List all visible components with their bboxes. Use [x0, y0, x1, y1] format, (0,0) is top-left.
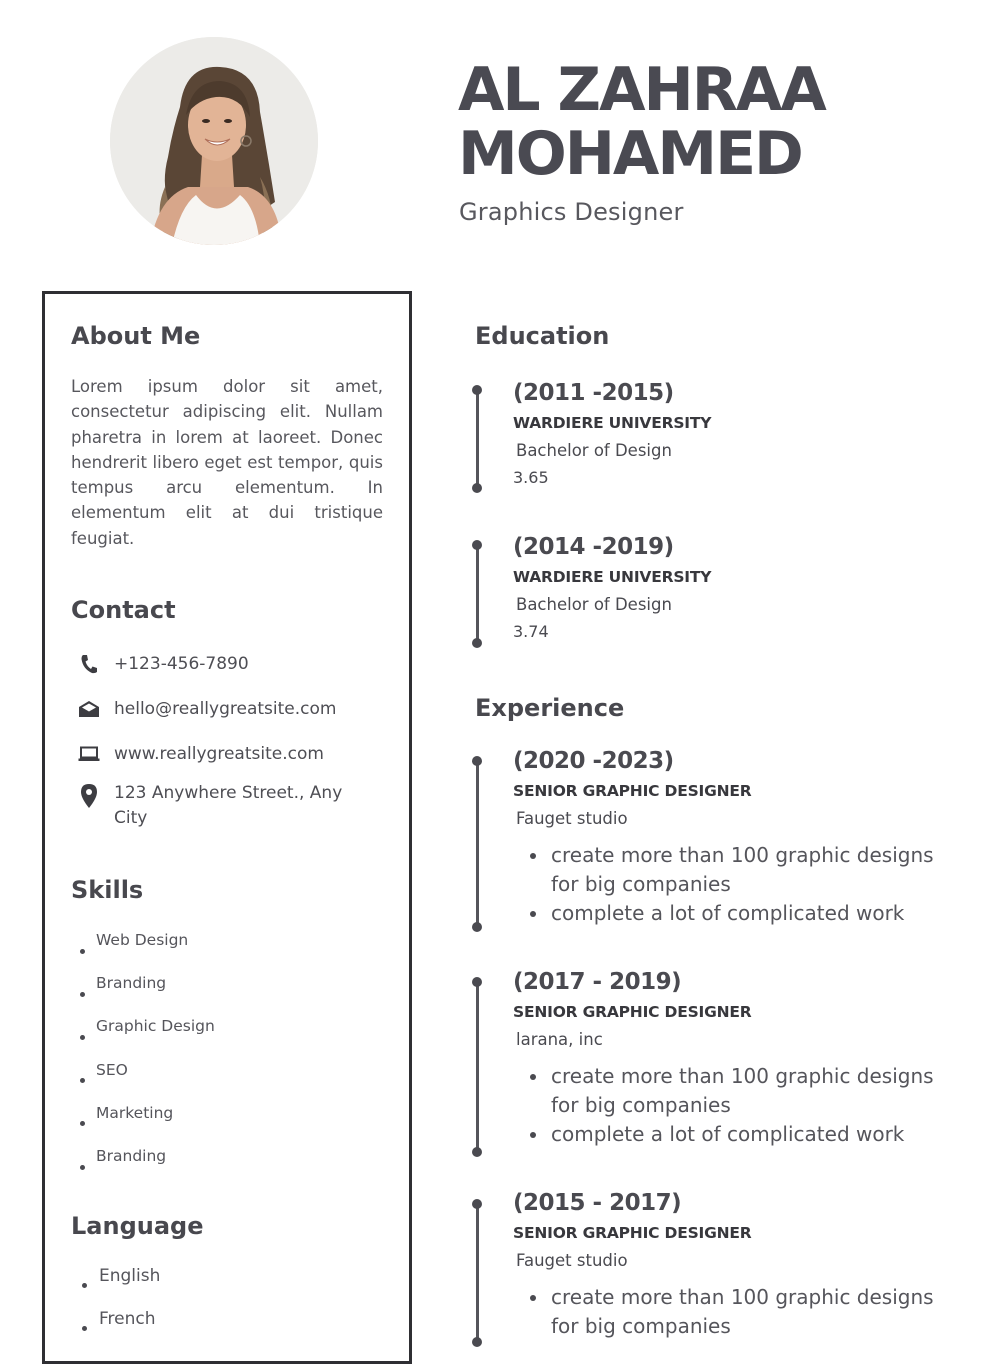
- language-list: [76, 1264, 160, 1349]
- responsibility-item: complete a lot of complicated work: [513, 1120, 963, 1149]
- skill-item: Marketing: [76, 1102, 215, 1145]
- envelope-icon: [76, 697, 102, 721]
- avatar: [110, 37, 318, 245]
- gpa: 3.65: [513, 468, 549, 487]
- language-heading: Language: [71, 1212, 204, 1240]
- company-name: larana, inc: [516, 1030, 603, 1049]
- responsibility-item: complete a lot of complicated work: [513, 899, 963, 928]
- degree: Bachelor of Design: [516, 595, 672, 614]
- location-pin-icon: [76, 781, 102, 811]
- candidate-name: [458, 55, 825, 189]
- experience-entry: [513, 1188, 963, 1341]
- about-text: Lorem ipsum dolor sit amet, consectetur adipiscing elit. Nullam pharetra in lorem at laoreet. Donec hendrerit libero eget est tempor, quis tempus arcu elementum. In elementum elit at dui tristique feugiat.: [71, 377, 383, 548]
- timeline-connector: [471, 756, 483, 932]
- skill-item: Graphic Design: [76, 1015, 215, 1058]
- school-name: WARDIERE UNIVERSITY: [513, 414, 712, 432]
- timeline-dot: [472, 756, 482, 766]
- website-url[interactable]: www.reallygreatsite.com: [114, 744, 324, 764]
- name-line-1: AL ZAHRAA: [458, 55, 825, 125]
- school-name: WARDIERE UNIVERSITY: [513, 568, 712, 586]
- timeline-connector: [471, 977, 483, 1157]
- responsibility-list: [513, 1283, 963, 1341]
- education-heading: Education: [475, 322, 610, 350]
- position-title: SENIOR GRAPHIC DESIGNER: [513, 782, 752, 800]
- language-item: French: [76, 1307, 160, 1350]
- timeline-dot: [472, 977, 482, 987]
- contact-address: [76, 781, 374, 831]
- timeline-dot: [472, 922, 482, 932]
- skill-item: Web Design: [76, 929, 215, 972]
- about-heading: About Me: [71, 322, 201, 350]
- language-item: English: [76, 1264, 160, 1307]
- education-entry: [513, 532, 711, 644]
- responsibility-item: create more than 100 graphic designs for big companies: [513, 1283, 963, 1341]
- profile-photo: [110, 37, 318, 245]
- timeline-dot: [472, 1337, 482, 1347]
- responsibility-list: [513, 1062, 963, 1149]
- phone-icon: [76, 652, 102, 676]
- timeline-dot: [472, 1199, 482, 1209]
- timeline-dot: [472, 638, 482, 648]
- contact-heading: Contact: [71, 596, 176, 624]
- gpa: 3.74: [513, 622, 549, 641]
- contact-website: [76, 742, 374, 767]
- experience-years: (2020 -2023): [513, 748, 674, 774]
- email-address[interactable]: hello@reallygreatsite.com: [114, 699, 337, 719]
- timeline-connector: [471, 540, 483, 648]
- timeline-dot: [472, 540, 482, 550]
- degree: Bachelor of Design: [516, 441, 672, 460]
- laptop-icon: [76, 742, 102, 766]
- experience-years: (2015 - 2017): [513, 1190, 682, 1216]
- timeline-dot: [472, 385, 482, 395]
- experience-entry: [513, 746, 963, 928]
- job-title: Graphics Designer: [459, 198, 684, 226]
- skills-list: [76, 929, 215, 1188]
- experience-years: (2017 - 2019): [513, 969, 682, 995]
- position-title: SENIOR GRAPHIC DESIGNER: [513, 1224, 752, 1242]
- responsibility-item: create more than 100 graphic designs for big companies: [513, 841, 963, 899]
- timeline-connector: [471, 1199, 483, 1347]
- responsibility-item: create more than 100 graphic designs for big companies: [513, 1062, 963, 1120]
- skill-item: Branding: [76, 972, 215, 1015]
- education-entry: [513, 378, 711, 490]
- contact-phone: [76, 652, 374, 677]
- skills-heading: Skills: [71, 876, 144, 904]
- skill-item: SEO: [76, 1059, 215, 1102]
- education-years: (2014 -2019): [513, 534, 674, 560]
- education-years: (2011 -2015): [513, 380, 674, 406]
- skill-item: Branding: [76, 1145, 215, 1188]
- company-name: Fauget studio: [516, 1251, 628, 1270]
- phone-number: +123-456-7890: [114, 654, 249, 674]
- timeline-dot: [472, 483, 482, 493]
- name-line-2: MOHAMED: [458, 119, 802, 189]
- company-name: Fauget studio: [516, 809, 628, 828]
- timeline-connector: [471, 385, 483, 493]
- contact-email: [76, 697, 374, 722]
- street-address: 123 Anywhere Street., Any City: [114, 783, 343, 828]
- experience-heading: Experience: [475, 694, 625, 722]
- timeline-dot: [472, 1147, 482, 1157]
- responsibility-list: [513, 841, 963, 928]
- position-title: SENIOR GRAPHIC DESIGNER: [513, 1003, 752, 1021]
- experience-entry: [513, 967, 963, 1149]
